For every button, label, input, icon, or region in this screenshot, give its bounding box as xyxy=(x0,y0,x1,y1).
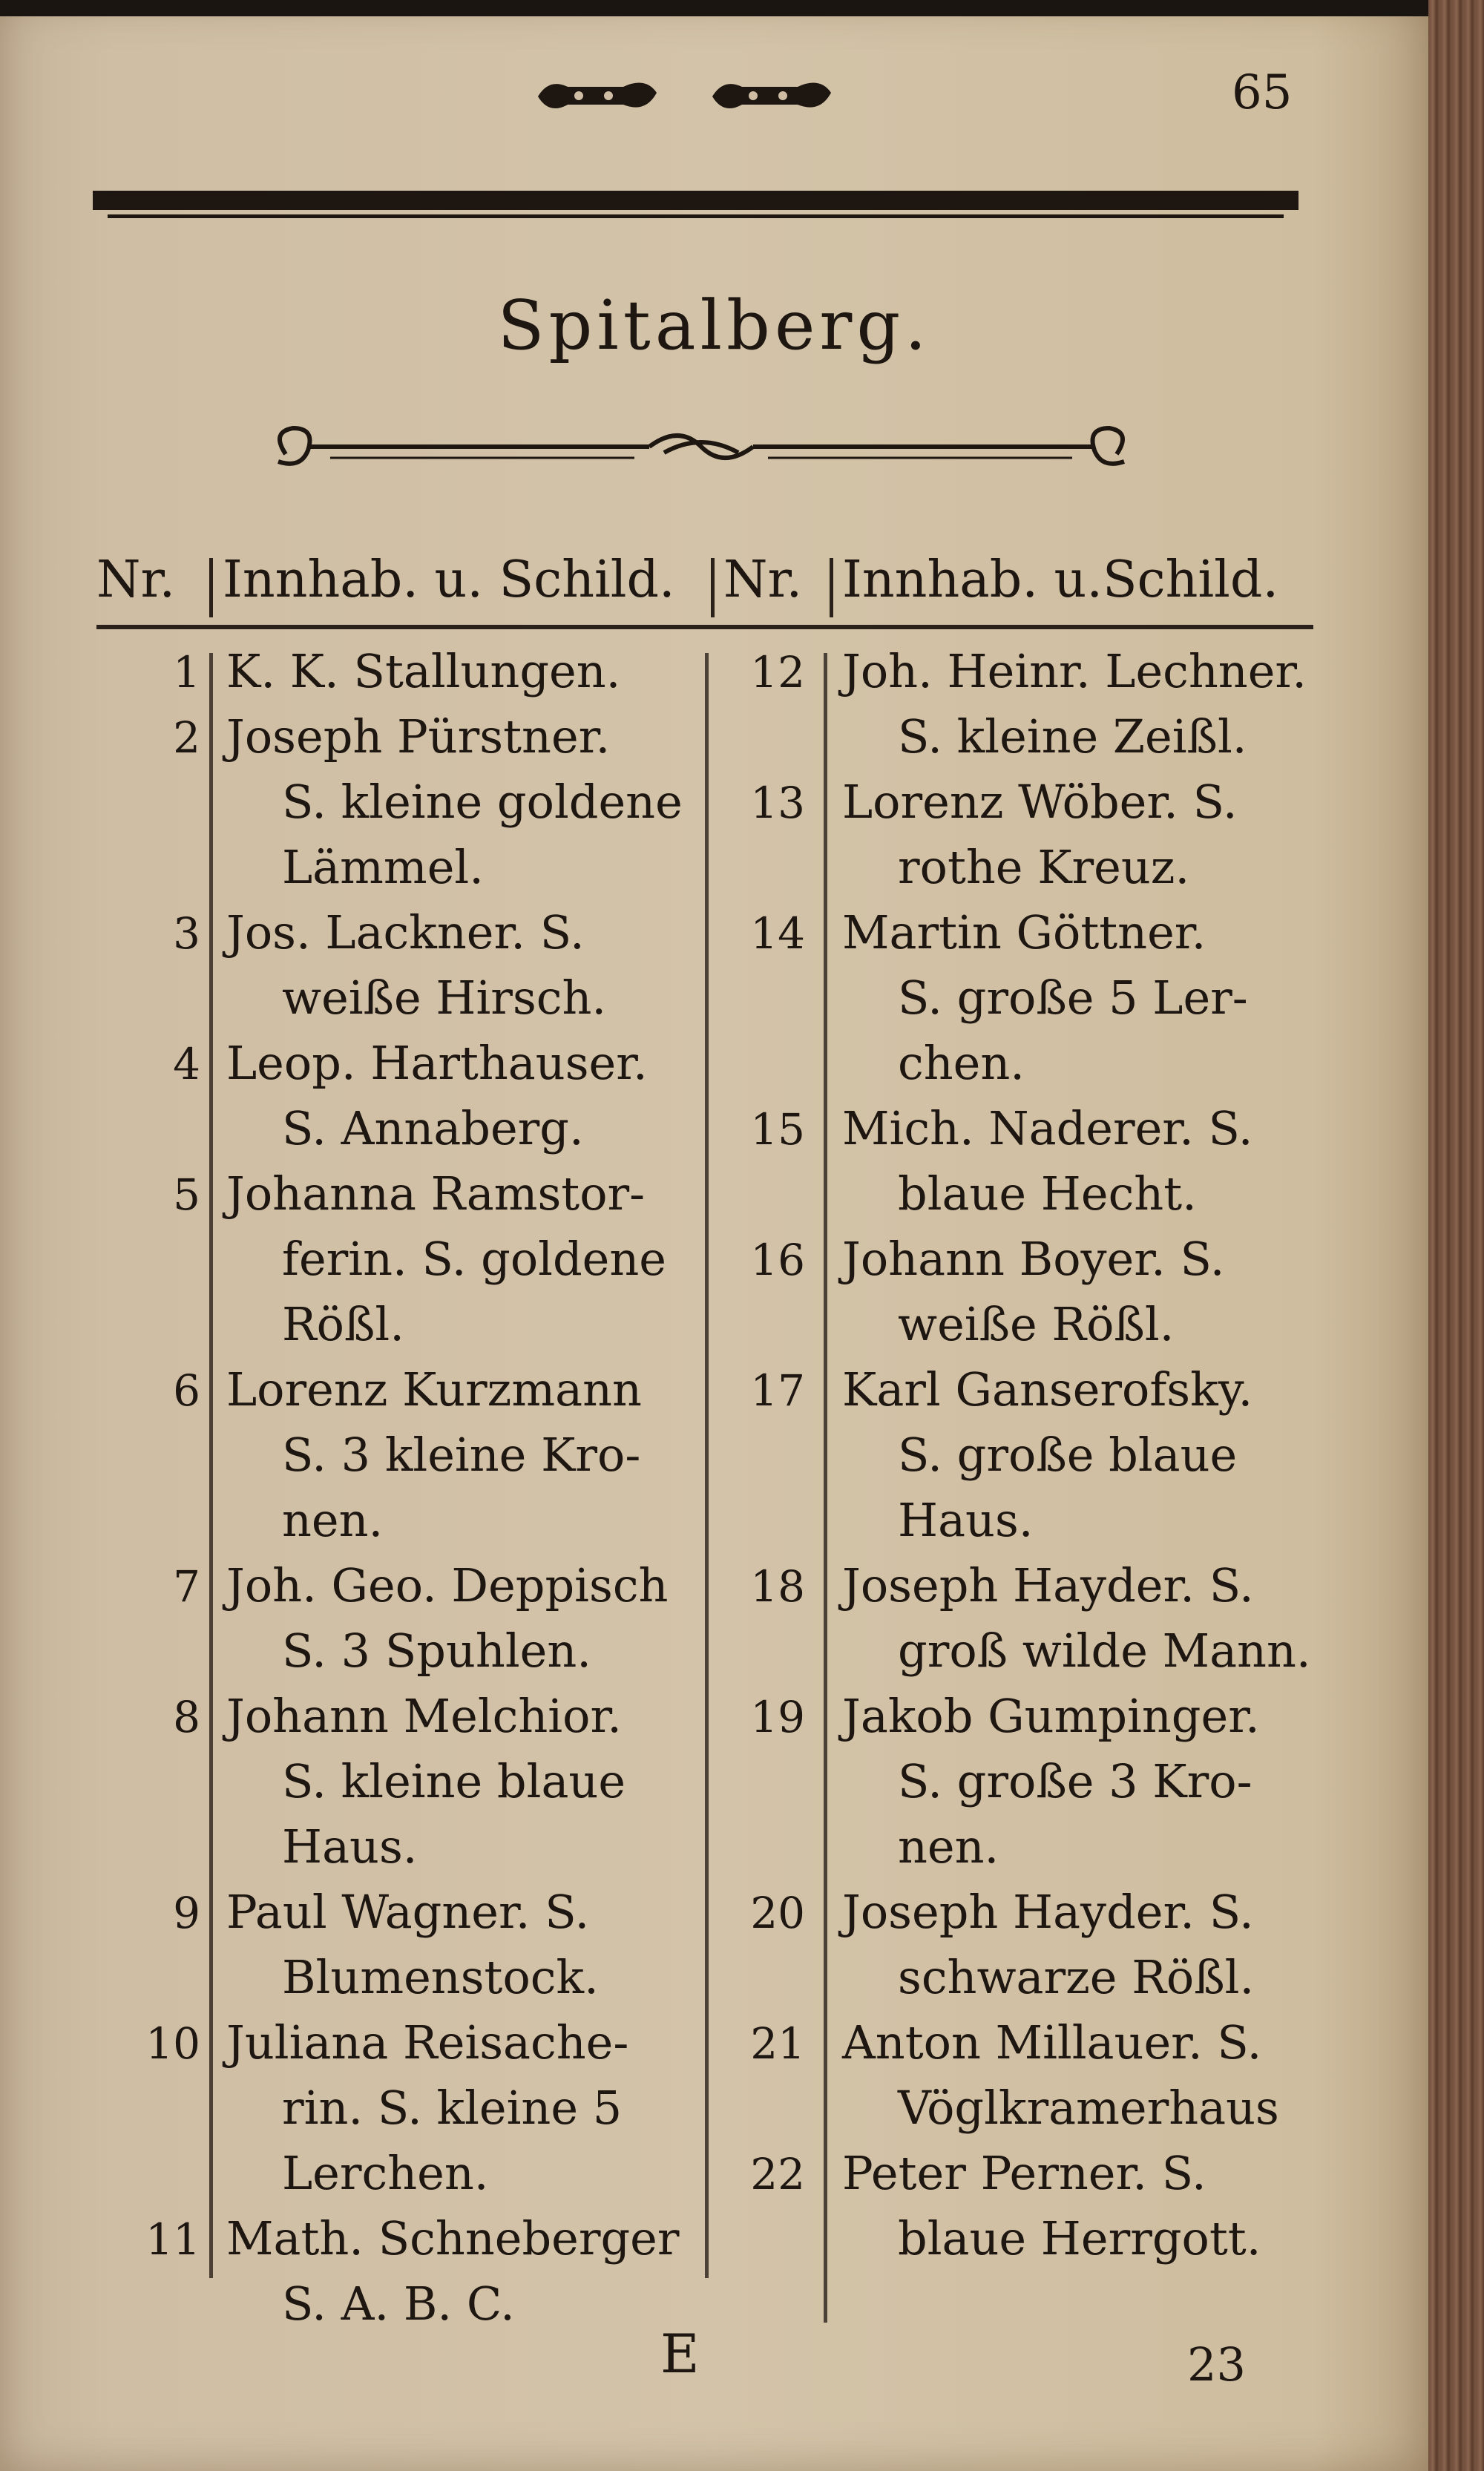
entry-number: 22 xyxy=(750,2149,805,2199)
entry-sign-line: S. 3 Spuhlen. xyxy=(282,1624,592,1678)
column-rule xyxy=(705,653,709,2278)
entry-sign-line: Lerchen. xyxy=(282,2146,489,2200)
entry-number: 14 xyxy=(750,908,805,959)
entry-owner-line: Juliana Reisache- xyxy=(226,2015,629,2070)
entry-number: 13 xyxy=(750,778,805,828)
entry-sign-line: weiße Hirsch. xyxy=(282,971,607,1025)
catchword: 23 xyxy=(1187,2337,1246,2392)
header-ornament-icon xyxy=(534,70,853,122)
entry-number: 7 xyxy=(173,1561,200,1612)
entry-number: 11 xyxy=(145,2214,200,2265)
entry-sign-line: groß wilde Mann. xyxy=(898,1624,1311,1678)
entry-sign-line: Haus. xyxy=(282,1819,418,1874)
entry-owner-line: Jakob Gumpinger. xyxy=(842,1689,1260,1743)
table-rule xyxy=(96,625,1313,629)
entry-number: 9 xyxy=(173,1888,200,1938)
header-divider xyxy=(711,558,715,617)
entry-sign-line: rothe Kreuz. xyxy=(898,840,1190,894)
header-owner-right: Innhab. u.Schild. xyxy=(842,551,1279,609)
entry-number: 17 xyxy=(750,1365,805,1416)
entry-owner-line: Lorenz Wöber. S. xyxy=(842,775,1238,829)
entry-owner-line: Anton Millauer. S. xyxy=(842,2015,1262,2070)
entry-owner-line: Mich. Naderer. S. xyxy=(842,1101,1253,1155)
entry-owner-line: Johann Melchior. xyxy=(226,1689,622,1743)
entry-owner-line: Math. Schneberger xyxy=(226,2211,680,2265)
header-rule xyxy=(93,189,1298,222)
entry-owner-line: Leop. Harthauser. xyxy=(226,1036,648,1090)
entry-sign-line: ferin. S. goldene xyxy=(282,1232,666,1286)
entry-number: 2 xyxy=(173,712,200,763)
entry-sign-line: S. A. B. C. xyxy=(282,2277,515,2331)
entry-sign-line: Lämmel. xyxy=(282,840,484,894)
entry-number: 16 xyxy=(750,1235,805,1285)
entry-owner-line: Martin Göttner. xyxy=(842,905,1206,959)
entry-number: 5 xyxy=(173,1169,200,1220)
entry-sign-line: nen. xyxy=(282,1493,384,1547)
entry-number: 1 xyxy=(173,647,200,698)
header-divider xyxy=(209,558,213,617)
entry-owner-line: Johanna Ramstor- xyxy=(226,1166,646,1221)
entry-sign-line: Blumenstock. xyxy=(282,1950,599,2004)
entry-sign-line: S. große 3 Kro- xyxy=(898,1754,1252,1808)
entry-sign-line: S. kleine Zeißl. xyxy=(898,709,1247,764)
header-nr-right: Nr. xyxy=(723,551,803,609)
divider-ornament-icon xyxy=(263,417,1139,476)
entry-sign-line: S. große blaue xyxy=(898,1428,1238,1482)
entry-number: 20 xyxy=(750,1888,805,1938)
column-rule xyxy=(824,653,827,2323)
entry-number: 21 xyxy=(750,2018,805,2069)
header-owner-left: Innhab. u. Schild. xyxy=(223,551,675,609)
entry-sign-line: Rößl. xyxy=(282,1297,404,1351)
entry-sign-line: Vöglkramerhaus xyxy=(898,2081,1279,2135)
entry-owner-line: Joh. Heinr. Lechner. xyxy=(842,644,1307,698)
entry-number: 12 xyxy=(750,647,805,698)
header-divider xyxy=(830,558,833,617)
entry-sign-line: weiße Rößl. xyxy=(898,1297,1175,1351)
entry-sign-line: S. Annaberg. xyxy=(282,1101,584,1155)
entry-number: 6 xyxy=(173,1365,200,1416)
signature-mark: E xyxy=(660,2323,700,2385)
entry-owner-line: Paul Wagner. S. xyxy=(226,1885,590,1939)
entry-owner-line: Joseph Hayder. S. xyxy=(842,1558,1254,1612)
entry-number: 18 xyxy=(750,1561,805,1612)
entry-sign-line: Haus. xyxy=(898,1493,1034,1547)
entry-number: 8 xyxy=(173,1692,200,1742)
entry-owner-line: Joh. Geo. Deppisch xyxy=(226,1558,669,1612)
column-rule xyxy=(209,653,213,2278)
entry-sign-line: S. 3 kleine Kro- xyxy=(282,1428,641,1482)
page-edge xyxy=(1428,0,1484,2471)
page-number: 65 xyxy=(1232,65,1293,120)
entry-owner-line: Karl Ganserofsky. xyxy=(842,1362,1253,1417)
entry-sign-line: S. kleine goldene xyxy=(282,775,683,829)
entry-sign-line: chen. xyxy=(898,1036,1025,1090)
entry-owner-line: Joseph Hayder. S. xyxy=(842,1885,1254,1939)
entry-sign-line: nen. xyxy=(898,1819,999,1874)
entry-owner-line: Peter Perner. S. xyxy=(842,2146,1206,2200)
entry-owner-line: Lorenz Kurzmann xyxy=(226,1362,642,1417)
entry-number: 3 xyxy=(173,908,200,959)
entry-number: 19 xyxy=(750,1692,805,1742)
entry-owner-line: K. K. Stallungen. xyxy=(226,644,621,698)
entry-number: 15 xyxy=(750,1104,805,1155)
page-title: Spitalberg. xyxy=(497,286,931,365)
entry-owner-line: Johann Boyer. S. xyxy=(842,1232,1225,1286)
entry-owner-line: Jos. Lackner. S. xyxy=(226,905,585,959)
entry-sign-line: schwarze Rößl. xyxy=(898,1950,1255,2004)
entry-sign-line: S. große 5 Ler- xyxy=(898,971,1248,1025)
entry-sign-line: blaue Hecht. xyxy=(898,1166,1197,1221)
entry-sign-line: S. kleine blaue xyxy=(282,1754,626,1808)
entry-owner-line: Joseph Pürstner. xyxy=(226,709,611,764)
scan-border xyxy=(0,0,1484,16)
entry-sign-line: rin. S. kleine 5 xyxy=(282,2081,623,2135)
entry-number: 4 xyxy=(173,1039,200,1089)
entry-number: 10 xyxy=(145,2018,200,2069)
header-nr-left: Nr. xyxy=(96,551,176,609)
entry-sign-line: blaue Herrgott. xyxy=(898,2211,1261,2265)
